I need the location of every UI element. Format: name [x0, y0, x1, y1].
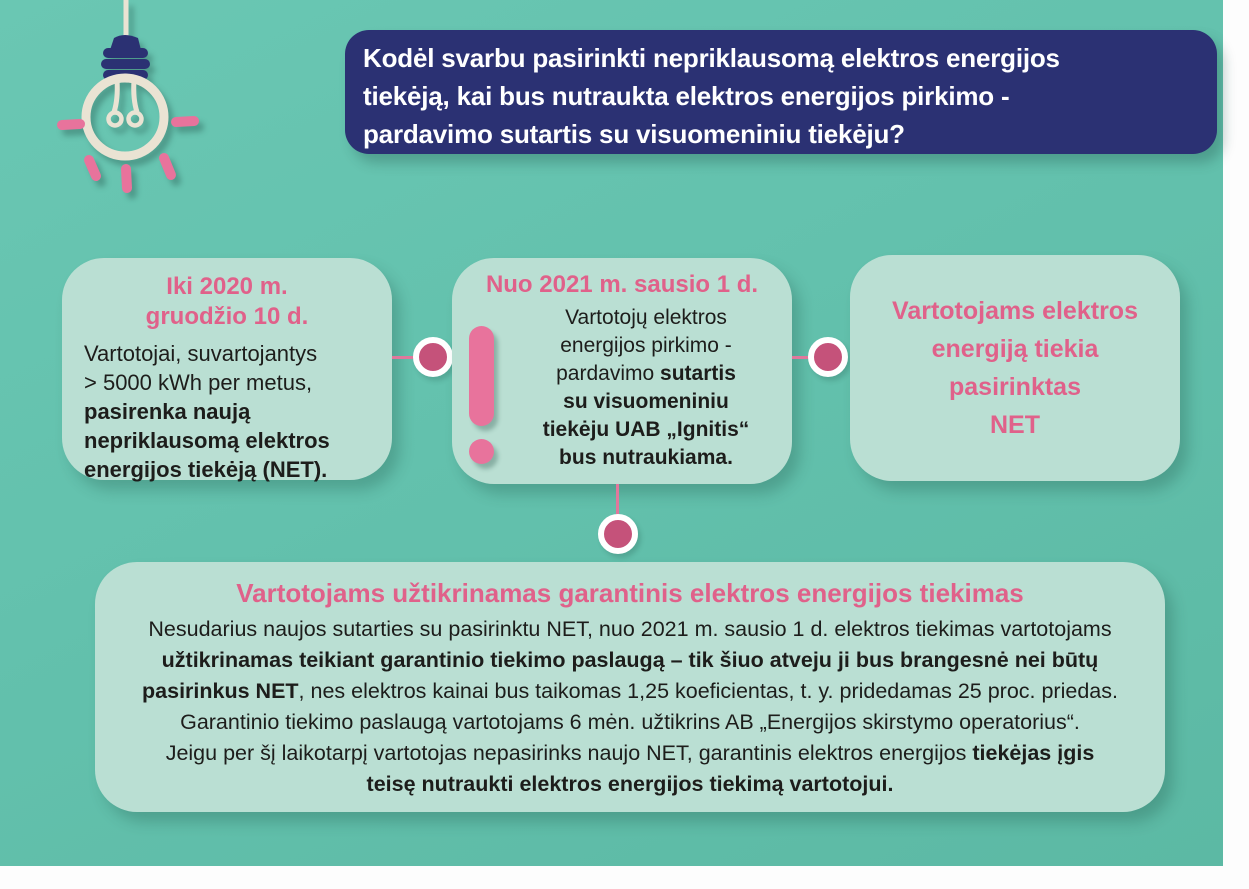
card1-body-line: > 5000 kWh per metus,: [84, 370, 313, 395]
card1-body-line: Vartotojai, suvartojantys: [84, 341, 318, 366]
exclamation-bar: [469, 326, 494, 426]
exclamation-dot: [469, 439, 494, 464]
card1-body: [62, 332, 392, 484]
card3-line: energiją tiekia: [931, 335, 1099, 363]
exclamation-icon: [452, 304, 510, 472]
bottom-body-line: užtikrinamas teikiant garantinio tiekimo paslaugą – tik šiuo atveju ji bus brangesnė nei būtų: [161, 648, 1099, 672]
card-from-2021: [452, 258, 792, 484]
card3-line: Vartotojams elektros: [892, 297, 1138, 325]
card-guaranteed-supply: [95, 562, 1165, 812]
card2-title: Nuo 2021 m. sausio 1 d.: [485, 271, 759, 298]
card-before-2020: [62, 258, 392, 480]
card2-line3-bold: sutartis: [660, 362, 736, 385]
connector-line-3: [616, 484, 619, 517]
card2-body-line: bus nutraukiama.: [559, 446, 733, 469]
bottom-body-line: Nesudarius naujos sutarties su pasirinktu NET, nuo 2021 m. sausio 1 d. elektros tiekimas vartotojams: [148, 617, 1112, 641]
card-net-supplies: [850, 255, 1180, 481]
card1-title-line1: Iki 2020 m.: [166, 273, 288, 300]
card1-body-line: pasirenka naują: [84, 399, 251, 424]
bottom-line5-bold: tiekėjas įgis: [972, 741, 1095, 765]
card2-body-line: [510, 360, 782, 388]
connector-dot-3: [598, 514, 638, 554]
bottom-body-line: teisę nutraukti elektros energijos tiekimą vartotojui.: [366, 772, 894, 796]
card3-line: pasirinktas: [948, 373, 1081, 401]
bottom-line5-regular: Jeigu per šį laikotarpį vartotojas nepasirinks naujo NET, garantinis elektros energijos: [165, 741, 973, 765]
bottom-line3-rest: , nes elektros kainai bus taikomas 1,25 koeficientas, t. y. pridedamas 25 proc. priedas.: [298, 679, 1118, 703]
card2-body-line: energijos pirkimo -: [560, 334, 732, 357]
connector-dot-1: [413, 337, 453, 377]
header-banner: [345, 30, 1217, 154]
bottom-body-line: Garantinio tiekimo paslaugą vartotojams 6 mėn. užtikrins AB „Energijos skirstymo operatorius“.: [180, 710, 1080, 734]
bottom-body: [95, 614, 1165, 800]
card2-body-line: Vartotojų elektros: [565, 306, 727, 329]
card2-line3-regular: pardavimo: [556, 362, 661, 385]
card2-content: [452, 304, 792, 472]
header-line-1: Kodėl svarbu pasirinkti nepriklausomą elektros energijos: [363, 43, 1060, 73]
header-line-3: pardavimo sutartis su visuomeniniu tiekėju?: [363, 119, 905, 149]
bottom-body-line: [95, 676, 1165, 707]
card1-body-line: energijos tiekėją (NET).: [84, 457, 328, 482]
card2-body-line: su visuomeniniu: [563, 390, 729, 413]
card2-body-line: tiekėju UAB „Ignitis“: [542, 418, 750, 441]
header-line-2: tiekėją, kai bus nutraukta elektros energijos pirkimo -: [363, 81, 1010, 111]
card1-title-line2: gruodžio 10 d.: [145, 303, 309, 330]
card1-body-line: nepriklausomą elektros: [84, 428, 330, 453]
bottom-body-line: [95, 738, 1165, 769]
card3-line: NET: [990, 411, 1040, 439]
lightbulb-icon: [40, 0, 210, 200]
card2-body: [510, 304, 792, 472]
connector-dot-2: [808, 337, 848, 377]
bottom-title: Vartotojams užtikrinamas garantinis elektros energijos tiekimas: [236, 578, 1024, 608]
bottom-line3-bold: pasirinkus NET: [142, 679, 299, 703]
